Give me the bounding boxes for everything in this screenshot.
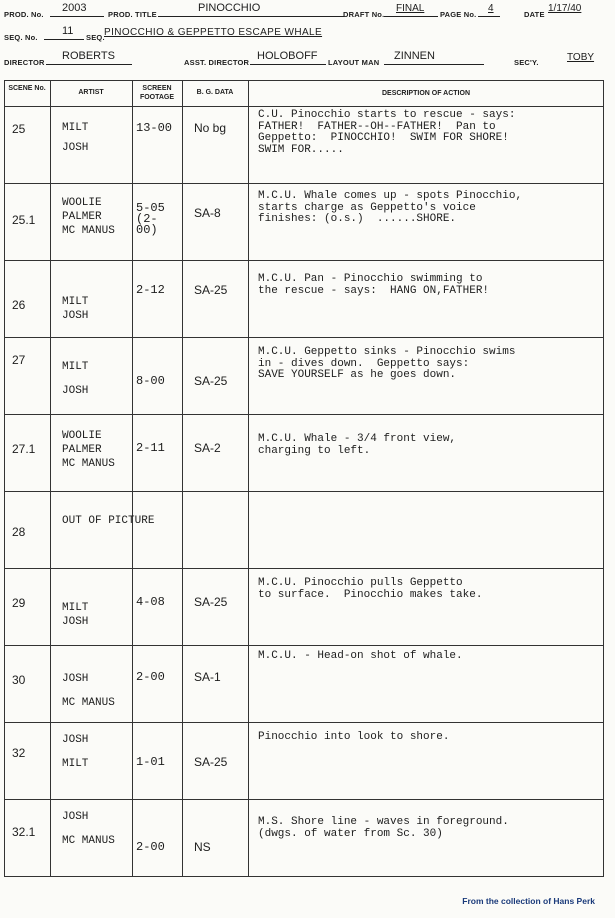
row-divider (4, 414, 604, 415)
scene-number: 32 (12, 746, 26, 760)
draft-no-label: DRAFT No. (343, 10, 385, 19)
bg-data: No bg (194, 121, 227, 135)
table-row (4, 260, 604, 337)
artist-name: JOSH (62, 142, 89, 154)
col-head-description: DESCRIPTION OF ACTION (381, 90, 471, 97)
artist-name: JOSH (62, 616, 89, 628)
secy-value: TOBY (567, 52, 595, 63)
artist-name: MILT (62, 361, 89, 373)
row-divider (4, 337, 604, 338)
seq-no-label: SEQ. No. (4, 33, 38, 42)
table-row (4, 799, 604, 876)
artist-name: OUT OF PICTURE (62, 515, 155, 527)
artist-name: JOSH (62, 310, 89, 322)
action-description: M.C.U. Pinocchio pulls Geppetto to surface. Pinocchio makes take. (258, 577, 483, 601)
seq-label: SEQ. (86, 33, 105, 42)
screen-footage: 5-05 (2-00) (136, 201, 165, 237)
row-divider (4, 183, 604, 184)
artist-name: WOOLIE (62, 430, 102, 442)
screen-footage: 2-00 (136, 840, 165, 854)
row-divider (4, 799, 604, 800)
action-description: Pinocchio into look to shore. (258, 731, 450, 743)
action-description: M.C.U. Pan - Pinocchio swimming to the rescue - says: HANG ON,FATHER! (258, 273, 490, 297)
date-value: 1/17/40 (548, 3, 582, 14)
screen-footage: 8-00 (136, 374, 165, 388)
screen-footage: 13-00 (136, 121, 173, 135)
prod-no-label: PROD. No. (4, 10, 44, 19)
artist-name: JOSH (62, 673, 89, 685)
table-row (4, 491, 604, 568)
scene-number: 29 (12, 596, 26, 610)
artist-name: MC MANUS (62, 835, 115, 847)
asst-director-value: HOLOBOFF (257, 50, 318, 62)
bg-data: SA-25 (194, 755, 228, 769)
layout-man-value: ZINNEN (394, 50, 435, 62)
draft-no-value: FINAL (396, 3, 425, 14)
action-description: M.C.U. Whale - 3/4 front view, charging to left. (258, 433, 457, 457)
row-divider (4, 106, 604, 107)
artist-name: MC MANUS (62, 697, 115, 709)
row-divider (4, 260, 604, 261)
page-no-value: 4 (488, 3, 494, 14)
seq-no-value: 11 (62, 25, 74, 37)
action-description: C.U. Pinocchio starts to rescue - says: FATHER! FATHER--OH--FATHER! Pan to Geppetto: PINOCCHIO! SWIM FOR SHORE! SWIM FOR..... (258, 109, 516, 156)
bg-data: SA-2 (194, 441, 221, 455)
artist-name: JOSH (62, 811, 89, 823)
artist-name: PALMER (62, 211, 102, 223)
table-row (4, 337, 604, 414)
scene-number: 27 (12, 353, 26, 367)
scene-number: 28 (12, 525, 26, 539)
action-description: M.S. Shore line - waves in foreground. (dwgs. of water from Sc. 30) (258, 816, 509, 840)
table-row (4, 722, 604, 799)
artist-name: MILT (62, 296, 89, 308)
prod-no-value: 2003 (62, 2, 87, 14)
table-row (4, 414, 604, 491)
artist-name: JOSH (62, 385, 89, 397)
artist-name: MILT (62, 758, 89, 770)
screen-footage: 2-12 (136, 283, 165, 297)
seq-title-value: PINOCCHIO & GEPPETTO ESCAPE WHALE (104, 27, 323, 38)
artist-name: WOOLIE (62, 197, 102, 209)
screen-footage: 4-08 (136, 595, 165, 609)
row-divider (4, 722, 604, 723)
artist-name: MC MANUS (62, 458, 115, 470)
action-description: M.C.U. - Head-on shot of whale. (258, 650, 463, 662)
table-row (4, 106, 604, 183)
table-row (4, 568, 604, 645)
bg-data: NS (194, 840, 211, 854)
row-divider (4, 568, 604, 569)
scene-number: 25 (12, 122, 26, 136)
bg-data: SA-25 (194, 283, 228, 297)
page-no-label: PAGE No. (440, 10, 477, 19)
artist-name: MC MANUS (62, 225, 115, 237)
prod-title-label: PROD. TITLE (108, 10, 157, 19)
scene-number: 32.1 (12, 825, 36, 839)
director-label: DIRECTOR (4, 58, 45, 67)
collection-credit: From the collection of Hans Perk (462, 896, 595, 906)
action-description: M.C.U. Whale comes up - spots Pinocchio, starts charge as Geppetto's voice finishes: (o.s.) ......SHORE. (258, 190, 523, 225)
artist-name: MILT (62, 122, 89, 134)
bg-data: SA-8 (194, 206, 221, 220)
col-head-artist: ARTIST (78, 89, 104, 96)
action-sheet-table (4, 80, 604, 876)
date-label: DATE (524, 10, 545, 19)
bg-data: SA-25 (194, 595, 228, 609)
col-head-scene: SCENE No. (8, 85, 46, 92)
artist-name: PALMER (62, 444, 102, 456)
screen-footage: 2-00 (136, 670, 165, 684)
secy-label: SEC'Y. (514, 58, 539, 67)
artist-name: MILT (62, 602, 89, 614)
table-row (4, 183, 604, 260)
action-description: M.C.U. Geppetto sinks - Pinocchio swims in - dives down. Geppetto says: SAVE YOURSELF as he goes down. (258, 346, 516, 381)
prod-title-value: PINOCCHIO (198, 2, 261, 14)
table-bottom-border (4, 876, 604, 877)
scene-number: 30 (12, 673, 26, 687)
scene-number: 25.1 (12, 213, 36, 227)
table-row (4, 645, 604, 722)
row-divider (4, 491, 604, 492)
asst-director-label: ASST. DIRECTOR (184, 58, 250, 67)
bg-data: SA-1 (194, 670, 221, 684)
scene-number: 26 (12, 298, 26, 312)
col-head-footage: SCREEN FOOTAGE (139, 85, 175, 101)
scene-number: 27.1 (12, 442, 36, 456)
bg-data: SA-25 (194, 374, 228, 388)
layout-man-label: LAYOUT MAN (328, 58, 380, 67)
screen-footage: 1-01 (136, 755, 165, 769)
artist-name: JOSH (62, 734, 89, 746)
director-value: ROBERTS (62, 50, 115, 62)
row-divider (4, 645, 604, 646)
col-head-bg-data: B. G. DATA (196, 89, 234, 96)
screen-footage: 2-11 (136, 441, 165, 455)
